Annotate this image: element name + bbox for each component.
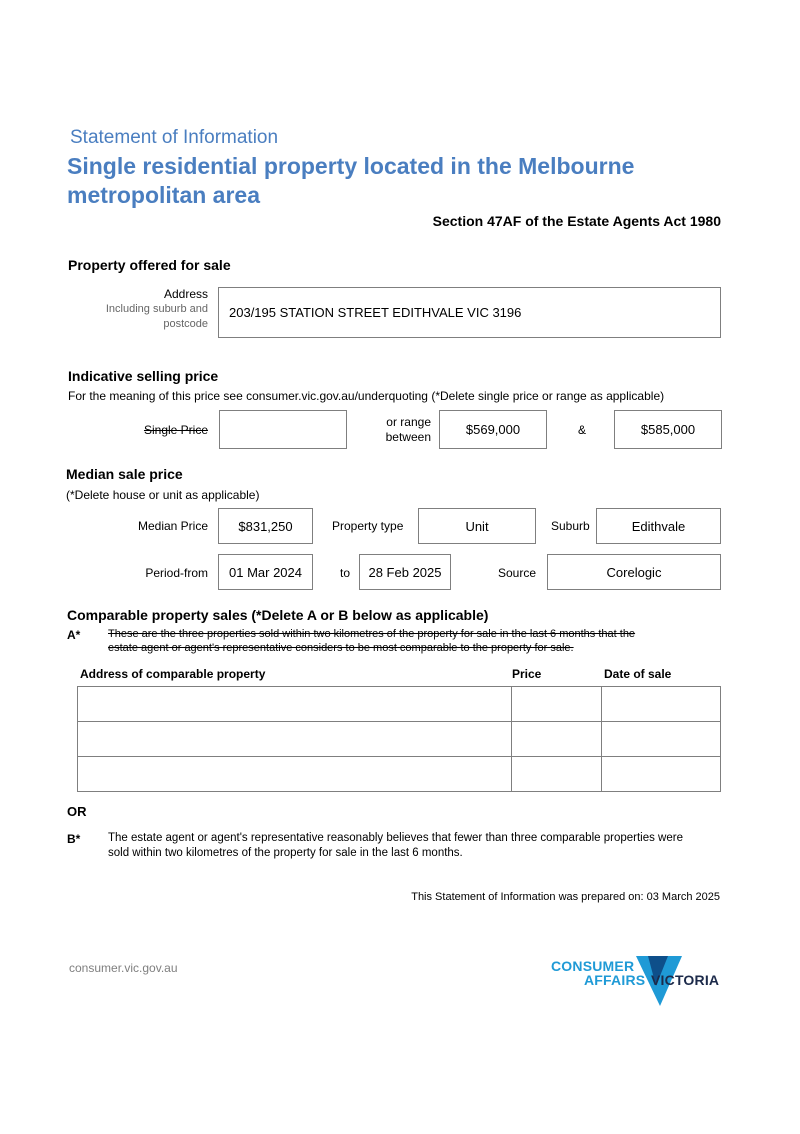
address-sublabel-2: postcode (163, 318, 208, 330)
cell-address (78, 687, 512, 722)
address-label: Address (163, 287, 208, 301)
property-section-title: Property offered for sale (68, 257, 231, 273)
range-and: & (578, 423, 587, 437)
cell-price (512, 722, 602, 757)
median-price-label: Median Price (137, 519, 208, 533)
or-label: OR (67, 804, 87, 819)
address-sublabel-1: Including suburb and (105, 303, 208, 315)
cell-address (78, 722, 512, 757)
median-price-value: $831,250 (238, 518, 293, 534)
b-text-line2: sold within two kilometres of the property for sale in the last 6 months. (108, 847, 463, 859)
to-label: to (340, 566, 351, 580)
suburb-label: Suburb (551, 519, 590, 533)
statement-title: Statement of Information (70, 127, 279, 148)
a-text-line2: estate agent or agent's representative considers to be most comparable to the property for sale. (108, 642, 574, 654)
cell-price (512, 687, 602, 722)
single-price-field (219, 410, 347, 449)
source-label: Source (498, 566, 537, 580)
b-text-line1: The estate agent or agent's representative reasonably believes that fewer than three comparable properties were (108, 832, 683, 844)
range-high-value: $585,000 (640, 422, 696, 437)
footer-website: consumer.vic.gov.au (69, 961, 178, 975)
property-type-field (418, 508, 536, 544)
cell-date (602, 722, 721, 757)
indicative-note: For the meaning of this price see consumer.vic.gov.au/underquoting (*Delete single price or range as applicable) (68, 389, 665, 403)
table-row (78, 687, 721, 722)
period-from-label: Period-from (145, 566, 208, 580)
range-low-field (439, 410, 547, 449)
cell-date (602, 757, 721, 792)
cell-price (512, 757, 602, 792)
b-marker: B* (67, 832, 81, 846)
comparable-section-title: Comparable property sales (*Delete A or B below as applicable) (67, 607, 489, 623)
col-price-header: Price (512, 667, 542, 681)
address-value: 203/195 STATION STREET EDITHVALE VIC 3196 (229, 305, 522, 320)
logo-affairs: AFFAIRS (584, 972, 646, 988)
range-label-2: between (385, 430, 431, 444)
logo-consumer: CONSUMER (551, 958, 635, 974)
logo-victoria: VICTORIA (651, 972, 720, 988)
a-marker: A* (67, 628, 81, 642)
a-text-line1: These are the three properties sold within two kilometres of the property for sale in the last 6 months that the (108, 628, 636, 640)
median-price-field (218, 508, 313, 544)
comparable-table (77, 686, 721, 792)
address-field (218, 287, 721, 338)
median-section-title: Median sale price (66, 466, 183, 482)
main-title-line1: Single residential property located in the Melbourne (67, 153, 635, 179)
col-date-header: Date of sale (604, 667, 672, 681)
period-from-value: 01 Mar 2024 (229, 564, 302, 580)
col-address-header: Address of comparable property (80, 667, 266, 681)
suburb-field (596, 508, 721, 544)
source-value: Corelogic (606, 564, 662, 580)
median-note: (*Delete house or unit as applicable) (66, 488, 260, 502)
range-high-field (614, 410, 722, 449)
property-type-label: Property type (332, 519, 404, 533)
cell-date (602, 687, 721, 722)
period-from-field (218, 554, 313, 590)
property-type-value: Unit (465, 518, 489, 534)
range-low-value: $569,000 (465, 422, 521, 437)
table-row (78, 757, 721, 792)
period-to-value: 28 Feb 2025 (368, 564, 442, 580)
prepared-on: This Statement of Information was prepared on: 03 March 2025 (411, 891, 720, 903)
suburb-value: Edithvale (631, 518, 686, 534)
main-title-line2: metropolitan area (67, 182, 260, 208)
indicative-section-title: Indicative selling price (68, 368, 219, 384)
period-to-field (359, 554, 451, 590)
single-price-label: Single Price (143, 423, 208, 437)
cell-address (78, 757, 512, 792)
source-field (547, 554, 721, 590)
consumer-affairs-victoria-logo (548, 952, 728, 1012)
act-reference: Section 47AF of the Estate Agents Act 1980 (432, 213, 721, 229)
table-row (78, 722, 721, 757)
range-label-1: or range (386, 415, 431, 429)
